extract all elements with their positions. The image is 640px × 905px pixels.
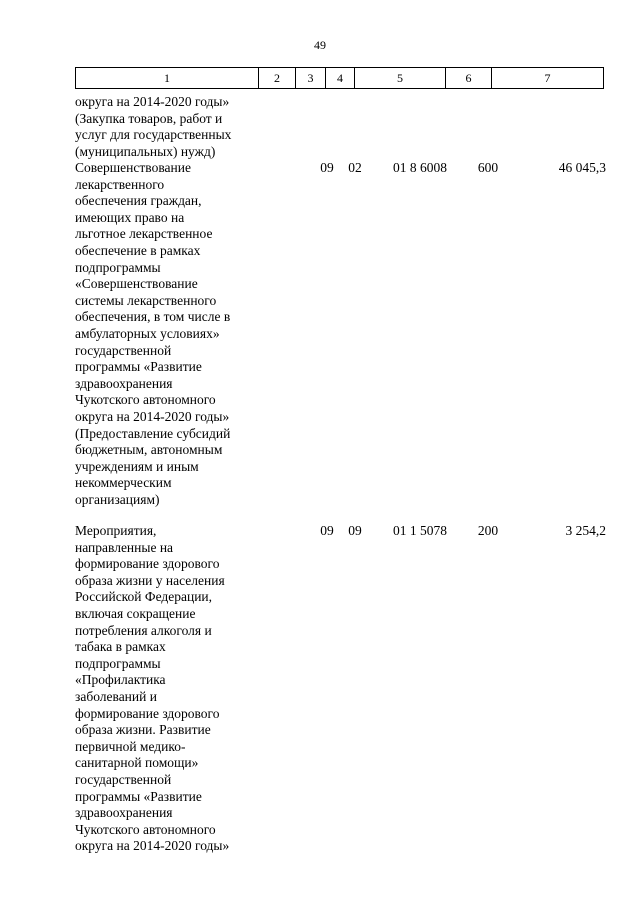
row-amount: 46 045,3 <box>558 160 606 175</box>
column-header-2: 2 <box>259 68 296 89</box>
row-name: Мероприятия, направленные на формирование здорового образа жизни у населения Российской Федерации, включая сокращение потребления алкоголя и табака в рамках подпрограммы «Профилактика заболеваний и формирование здорового образа жизни. Развитие первичной медико- санитарной помощи» государственной программы «Развитие здравоохранения Чукотского автономного округа на 2014-2020 годы» <box>75 523 230 854</box>
row-amount: 3 254,2 <box>565 523 606 538</box>
page-number: 49 <box>314 38 326 52</box>
column-header-3: 3 <box>296 68 326 89</box>
column-header-6: 6 <box>446 68 492 89</box>
row-expense-type: 600 <box>477 160 499 175</box>
column-header-1: 1 <box>76 68 259 89</box>
column-header-4: 4 <box>326 68 355 89</box>
row-expense-type: 200 <box>477 523 499 538</box>
row-name: округа на 2014-2020 годы» (Закупка товаров, работ и услуг для государственных (муниципальных) нужд) <box>75 94 232 159</box>
row-section: 09 <box>320 160 334 175</box>
column-header-7: 7 <box>492 68 604 89</box>
row-target-article: 01 1 5078 <box>393 523 447 538</box>
row-name: Совершенствование лекарственного обеспечения граждан, имеющих право на льготное лекарственное обеспечение в рамках подпрограммы «Совершенствование системы лекарственного обеспечения, в том числе в амбулаторных условиях» государственной программы «Развитие здравоохранения Чукотского автономного округа на 2014-2020 годы» (Предоставление субсидий бюджетным, автономным учреждениям и иным некоммерческим организациям) <box>75 160 231 507</box>
row-target-article: 01 8 6008 <box>393 160 447 175</box>
row-section: 09 <box>320 523 334 538</box>
table-header <box>75 67 604 89</box>
row-subsection: 09 <box>348 523 362 538</box>
row-subsection: 02 <box>348 160 362 175</box>
column-header-5: 5 <box>355 68 446 89</box>
